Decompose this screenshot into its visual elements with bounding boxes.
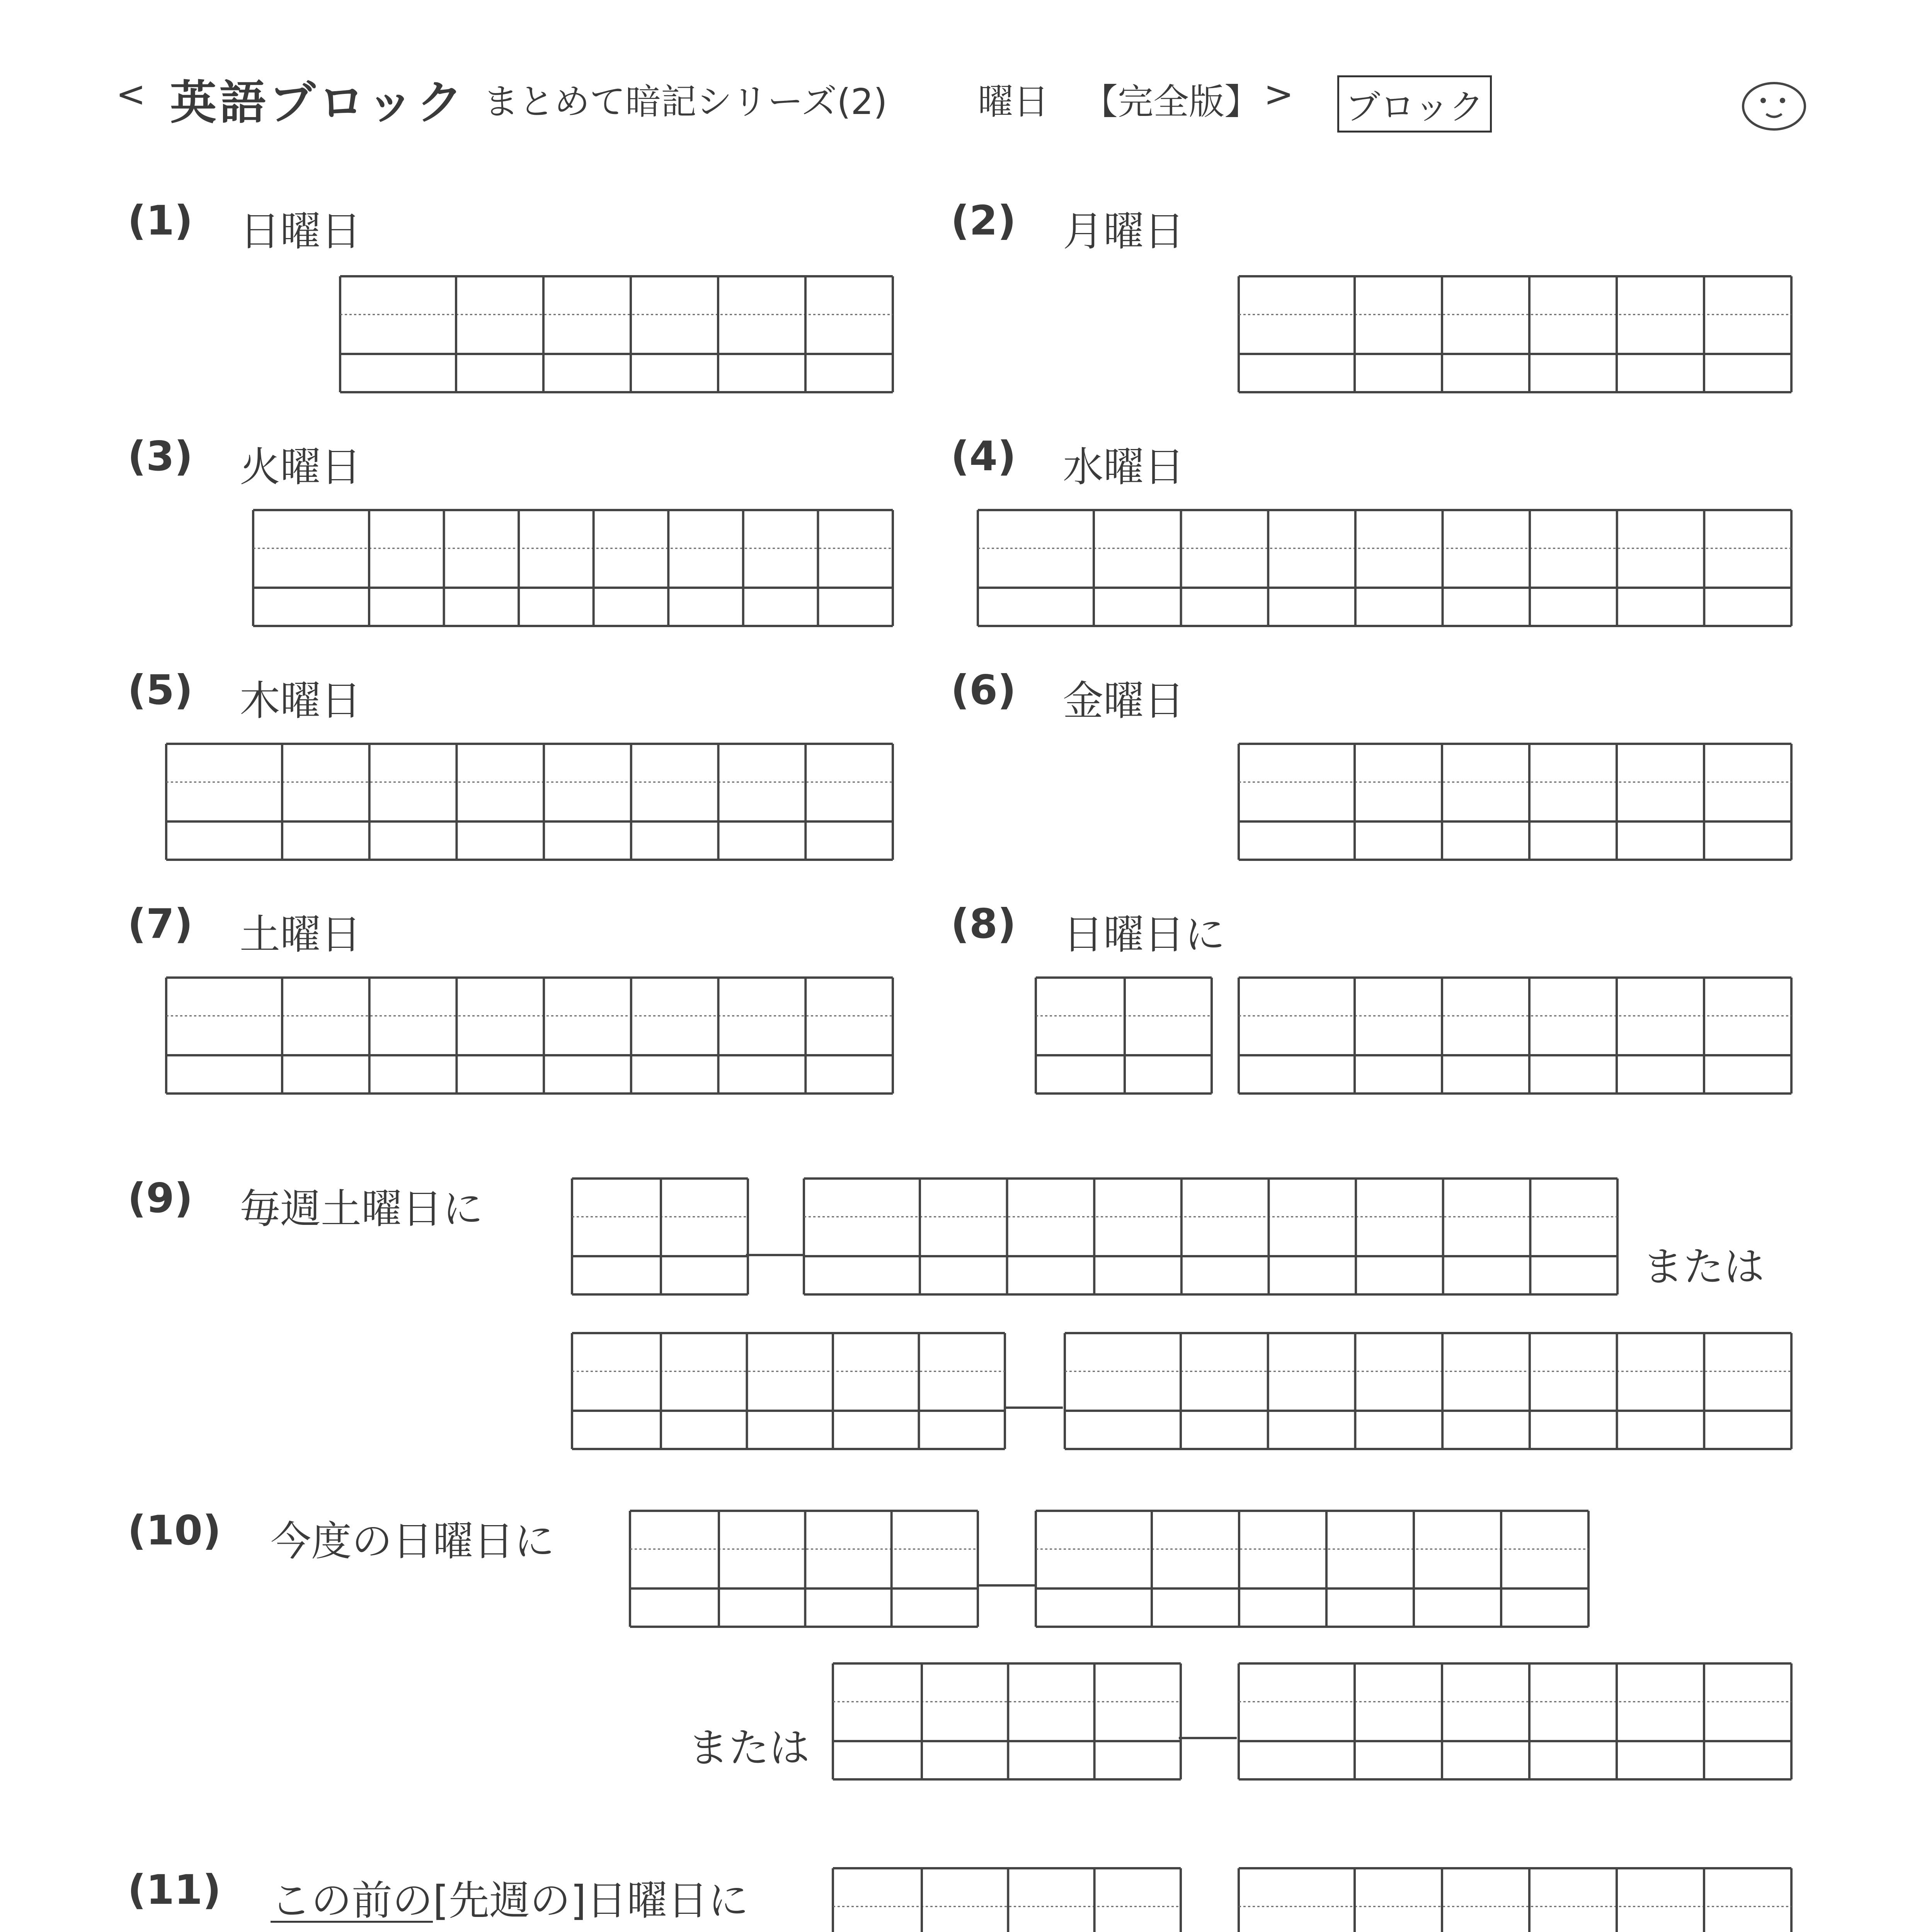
q10-number: (10) <box>128 1507 221 1554</box>
q10-alt-grid-word2[interactable] <box>1238 1662 1793 1781</box>
q9-alt-grid-word1[interactable] <box>571 1332 1006 1450</box>
q6-prompt: 金曜日 <box>1063 677 1185 724</box>
series-title: まとめて暗記シリーズ(2) <box>483 81 887 122</box>
header-open-bracket: < <box>116 73 146 115</box>
q4-number: (4) <box>951 433 1016 480</box>
q9-answer-grid-word1[interactable] <box>571 1177 749 1296</box>
q11-answer-grid-word1[interactable] <box>832 1867 1182 1932</box>
header-tag: ブロック <box>1337 75 1492 133</box>
q5-number: (5) <box>128 667 193 714</box>
q10-answer-grid-word1[interactable] <box>629 1510 979 1628</box>
q5-prompt: 木曜日 <box>240 677 362 724</box>
edition-label: 【完全版】 <box>1082 81 1260 122</box>
q1-answer-grid[interactable] <box>339 275 894 393</box>
q10-or-label: または <box>688 1725 810 1772</box>
q10-alt-grid-word1[interactable] <box>832 1662 1182 1781</box>
q6-answer-grid[interactable] <box>1238 743 1793 861</box>
q5-answer-grid[interactable] <box>165 743 894 861</box>
q9-connector <box>746 1254 804 1256</box>
q3-number: (3) <box>128 433 193 480</box>
q3-answer-grid[interactable] <box>252 509 894 627</box>
q9-or-label: または <box>1643 1243 1765 1291</box>
q4-prompt: 水曜日 <box>1063 444 1185 491</box>
q10-answer-grid-word2[interactable] <box>1035 1510 1590 1628</box>
q9-alt-grid-word2[interactable] <box>1064 1332 1793 1450</box>
q4-answer-grid[interactable] <box>977 509 1793 627</box>
q10-connector <box>1179 1737 1237 1739</box>
q8-answer-grid-word1[interactable] <box>1035 976 1213 1095</box>
q9-answer-grid-word2[interactable] <box>803 1177 1619 1296</box>
q2-answer-grid[interactable] <box>1238 275 1793 393</box>
header-close-bracket: > <box>1264 73 1294 115</box>
q6-number: (6) <box>951 667 1016 714</box>
brand-logo: 英語ブロック <box>170 76 466 130</box>
q7-prompt: 土曜日 <box>240 911 362 958</box>
q2-number: (2) <box>951 197 1016 244</box>
q10-prompt: 今度の日曜日に <box>271 1518 555 1565</box>
q11-prompt-underlined: この前の <box>271 1877 433 1924</box>
q8-answer-grid-word2[interactable] <box>1238 976 1793 1095</box>
q11-prompt <box>271 1868 749 1927</box>
q1-prompt: 日曜日 <box>240 208 362 255</box>
q11-number: (11) <box>128 1866 221 1913</box>
q11-prompt-rest: [先週の]日曜日に <box>433 1877 749 1924</box>
q9-prompt: 毎週土曜日に <box>240 1185 484 1233</box>
q7-answer-grid[interactable] <box>165 976 894 1095</box>
q1-number: (1) <box>128 197 193 244</box>
q9-connector <box>1005 1406 1063 1409</box>
topic-title: 曜日 <box>978 81 1049 122</box>
q11-answer-grid-word2[interactable] <box>1238 1867 1793 1932</box>
mascot-face-icon <box>1735 77 1813 135</box>
q8-number: (8) <box>951 900 1016 947</box>
q9-number: (9) <box>128 1175 193 1222</box>
q7-number: (7) <box>128 900 193 947</box>
q3-prompt: 火曜日 <box>240 444 362 491</box>
q10-connector <box>978 1584 1036 1587</box>
q2-prompt: 月曜日 <box>1063 208 1185 255</box>
q8-prompt: 日曜日に <box>1063 911 1226 958</box>
